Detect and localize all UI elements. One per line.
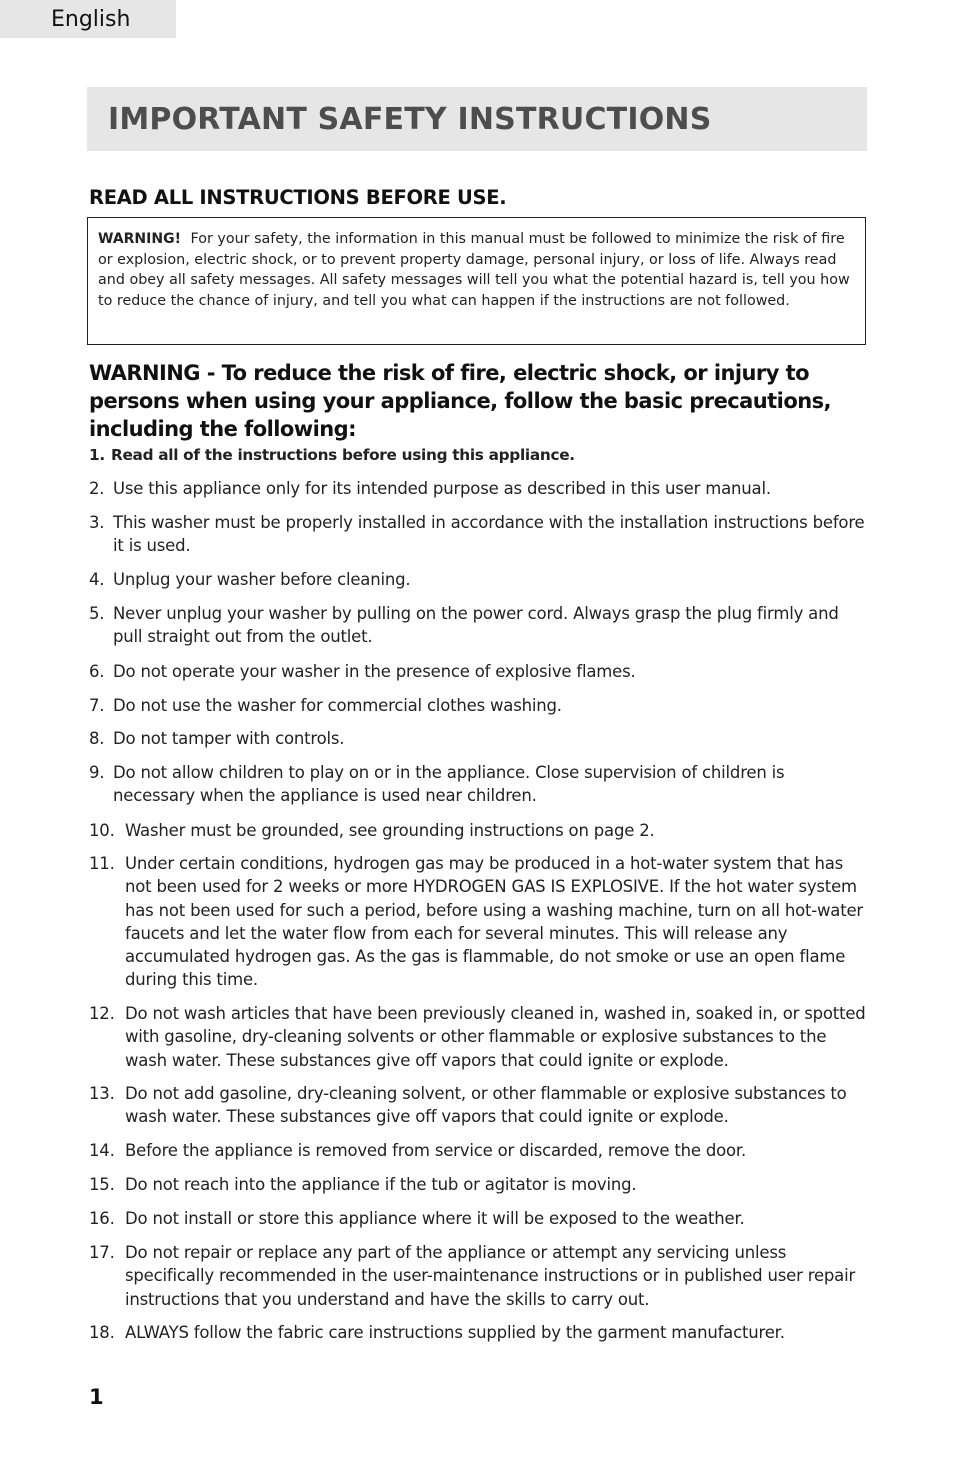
title-bar	[87, 87, 867, 151]
list-item-text: Under certain conditions, hydrogen gas may be produced in a hot-water system that has not been used for 2 weeks or more HYDROGEN GAS IS EXPLOSIVE. If the hot water system has not been used for such a period, before using a washing machine, turn on all hot-water faucets and let the water flow from each for several minutes. This will release any accumulated hydrogen gas. As the gas is flammable, do not smoke or use an open flame during this time.	[125, 854, 864, 990]
list-item-text: Use this appliance only for its intended purpose as described in this user manual.	[113, 479, 771, 498]
list-item-number: 14.	[89, 1141, 115, 1160]
list-item-number: 11.	[89, 854, 115, 873]
list-item	[89, 511, 869, 558]
warning-box	[87, 217, 866, 345]
list-item-text: Before the appliance is removed from service or discarded, remove the door.	[125, 1141, 747, 1160]
list-item	[89, 819, 869, 842]
list-item	[89, 1139, 869, 1162]
language-tab: English	[0, 0, 176, 38]
list-item-number: 8.	[89, 729, 105, 748]
list-item	[89, 660, 869, 683]
page-number: 1	[89, 1385, 104, 1409]
list-item	[89, 1082, 869, 1129]
list-item-text: ALWAYS follow the fabric care instructions supplied by the garment manufacturer.	[125, 1323, 785, 1342]
list-item-text: Do not repair or replace any part of the appliance or attempt any servicing unless specifically recommended in the user-maintenance instructions or in published user repair instructions that you understand and have the skills to carry out.	[125, 1243, 856, 1309]
list-item-text: Do not use the washer for commercial clothes washing.	[113, 696, 562, 715]
list-item-number: 12.	[89, 1004, 115, 1023]
list-item	[89, 1207, 869, 1230]
list-item-text: Washer must be grounded, see grounding instructions on page 2.	[125, 821, 655, 840]
list-item	[89, 761, 869, 808]
list-item	[89, 568, 869, 591]
warning-label: WARNING!	[98, 231, 181, 247]
list-item-number: 1.	[89, 446, 105, 464]
list-item-number: 17.	[89, 1243, 115, 1262]
list-item-text: Do not install or store this appliance where it will be exposed to the weather.	[125, 1209, 745, 1228]
list-item-number: 9.	[89, 763, 105, 782]
list-item	[89, 694, 869, 717]
list-item-number: 7.	[89, 696, 105, 715]
list-item-text: Read all of the instructions before using this appliance.	[111, 446, 575, 464]
list-item-number: 10.	[89, 821, 115, 840]
list-item	[89, 1241, 869, 1311]
list-item-text: Never unplug your washer by pulling on the power cord. Always grasp the plug firmly and pull straight out from the outlet.	[113, 604, 839, 647]
read-instructions-heading: READ ALL INSTRUCTIONS BEFORE USE.	[89, 186, 507, 209]
list-item-number: 16.	[89, 1209, 115, 1228]
list-item-text: Do not allow children to play on or in the appliance. Close supervision of children is necessary when the appliance is used near children.	[113, 763, 785, 806]
list-item	[89, 477, 869, 500]
list-item-text: Do not wash articles that have been previously cleaned in, washed in, soaked in, or spotted with gasoline, dry-cleaning solvents or other flammable or explosive substances to the wash water. These substances give off vapors that could ignite or explode.	[125, 1004, 866, 1070]
list-item	[89, 602, 869, 649]
list-item-number: 15.	[89, 1175, 115, 1194]
page-title: IMPORTANT SAFETY INSTRUCTIONS	[108, 102, 712, 137]
list-item-text: Do not add gasoline, dry-cleaning solvent, or other flammable or explosive substances to wash water. These substances give off vapors that could ignite or explode.	[125, 1084, 847, 1127]
list-item-text: Do not operate your washer in the presence of explosive flames.	[113, 662, 636, 681]
list-item-number: 4.	[89, 570, 105, 589]
list-item	[89, 1173, 869, 1196]
list-item-text: Unplug your washer before cleaning.	[113, 570, 411, 589]
list-item-number: 13.	[89, 1084, 115, 1103]
list-item-text: This washer must be properly installed in accordance with the installation instructions before it is used.	[113, 513, 865, 556]
list-item-number: 6.	[89, 662, 105, 681]
warning-text: For your safety, the information in this manual must be followed to minimize the risk of fire or explosion, electric shock, or to prevent property damage, personal injury, or loss of life. Always read and obey all safety messages. All safety messages will tell you what the potential hazard is, tell you how to reduce the chance of injury, and tell you what can happen if the instructions are not followed.	[98, 231, 850, 309]
list-item-number: 18.	[89, 1323, 115, 1342]
list-item	[89, 852, 869, 992]
list-item	[89, 1002, 869, 1072]
list-item-number: 3.	[89, 513, 105, 532]
list-item	[89, 727, 869, 750]
list-item	[89, 444, 869, 467]
list-item-number: 2.	[89, 479, 105, 498]
precautions-heading: WARNING - To reduce the risk of fire, electric shock, or injury to persons when using your appliance, follow the basic precautions, including the following:	[89, 361, 831, 441]
list-item-text: Do not reach into the appliance if the tub or agitator is moving.	[125, 1175, 637, 1194]
list-item-text: Do not tamper with controls.	[113, 729, 345, 748]
list-item-number: 5.	[89, 604, 105, 623]
list-item	[89, 1321, 869, 1344]
